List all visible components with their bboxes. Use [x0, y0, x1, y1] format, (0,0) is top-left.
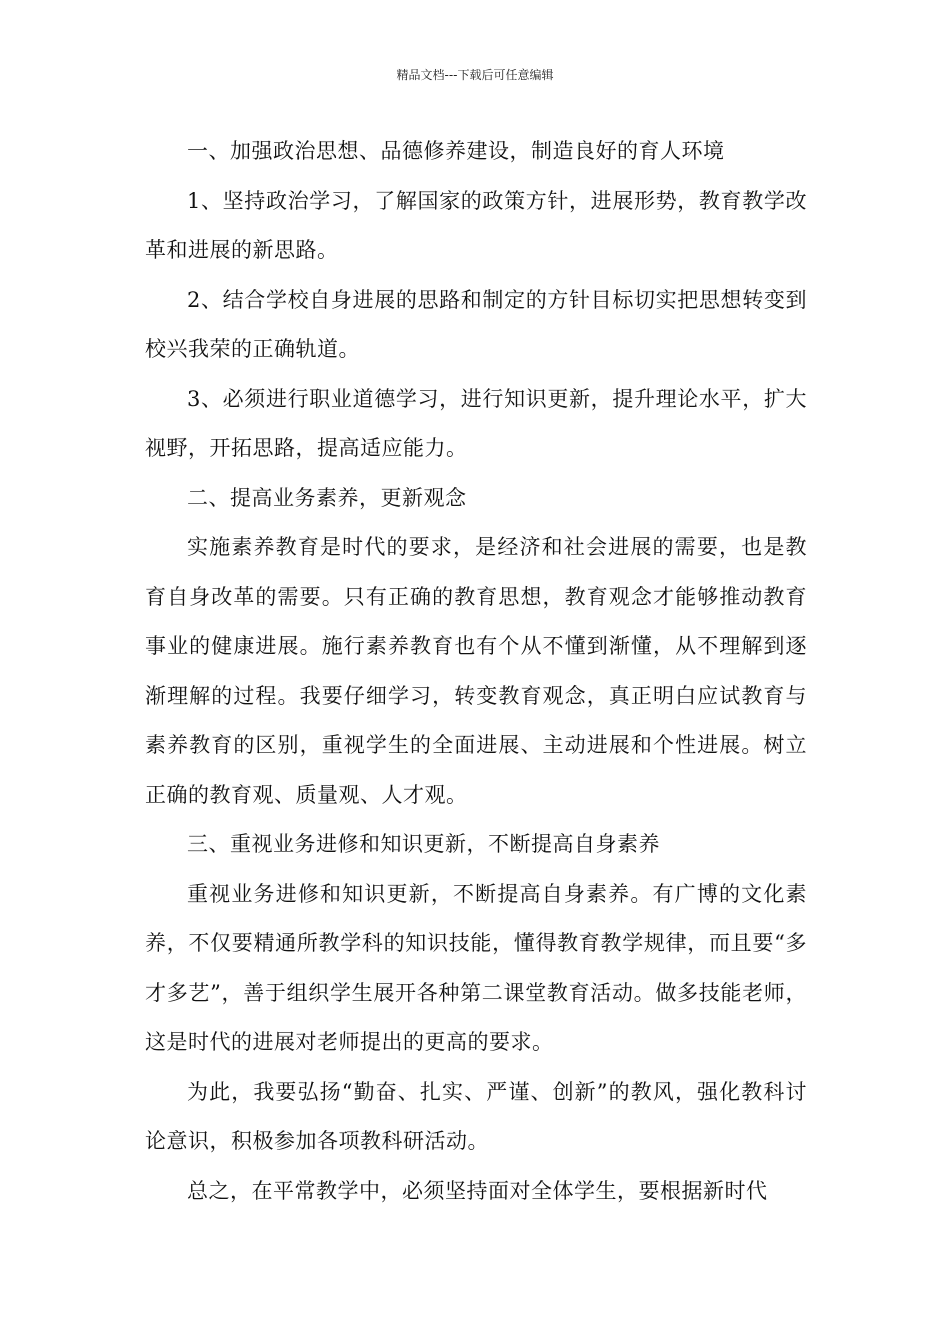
paragraph-4: 实施素养教育是时代的要求，是经济和社会进展的需要，也是教育自身改革的需要。只有正确的教育思想，教育观念才能够推动教育事业的健康进展。施行素养教育也有个从不懂到渐懂，从不理解到逐渐理解的过程。我要仔细学习，转变教育观念，真正明白应试教育与素养教育的区别，重视学生的全面进展、主动进展和个性进展。树立正确的教育观、质量观、人才观。 [145, 535, 807, 807]
paragraph-2: 2、结合学校自身进展的思路和制定的方针目标切实把思想转变到校兴我荣的正确轨道。 [145, 287, 807, 361]
paragraph-5: 重视业务进修和知识更新，不断提高自身素养。有广博的文化素养，不仅要精通所教学科的知识技能，懂得教育教学规律，而且要“多才多艺”，善于组织学生展开各种第二课堂教育活动。做多技能老师，这是时代的进展对老师提出的更高的要求。 [145, 881, 807, 1054]
section-heading-1: 一、加强政治思想、品德修养建设，制造良好的育人环境 [187, 139, 725, 163]
page-header: 精品文档---下载后可任意编辑 [396, 68, 554, 82]
paragraph-6: 为此，我要弘扬“勤奋、扎实、严谨、创新”的教风，强化教科讨论意识，积极参加各项教科研活动。 [145, 1079, 807, 1153]
paragraph-1: 1、坚持政治学习，了解国家的政策方针，进展形势，教育教学改革和进展的新思路。 [145, 188, 807, 262]
paragraph-3: 3、必须进行职业道德学习，进行知识更新，提升理论水平，扩大视野，开拓思路，提高适应能力。 [145, 386, 807, 460]
paragraph-7: 总之，在平常教学中，必须坚持面对全体学生，要根据新时代 [187, 1178, 768, 1203]
document-body [145, 127, 807, 1216]
section-heading-3: 三、重视业务进修和知识更新，不断提高自身素养 [187, 832, 660, 856]
section-heading-2: 二、提高业务素养，更新观念 [187, 485, 467, 510]
